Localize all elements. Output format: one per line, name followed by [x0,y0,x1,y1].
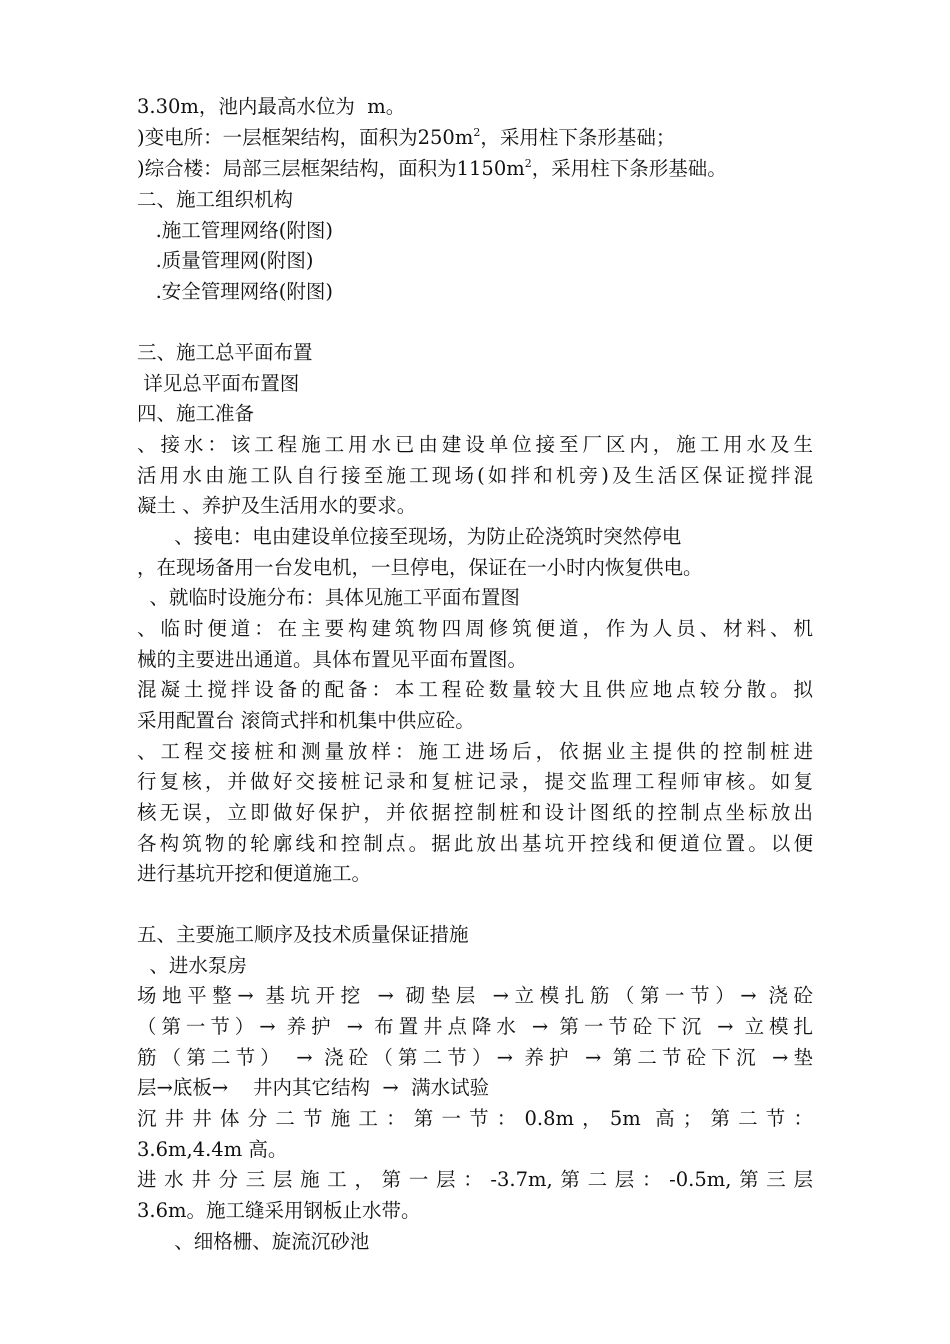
text-line-02 [137,123,675,153]
text-line-01: 3.30m，池内最高水位为 m。 [137,95,406,118]
text-line-30: 筋（第二节） → 浇砼（第二节）→ 养护 → 第二节砼下沉 →垫 [137,1046,813,1069]
text-line-13: 凝土 、养护及生活用水的要求。 [137,494,417,517]
section-heading-5: 五、主要施工顺序及技术质量保证措施 [137,923,469,946]
text-line-22: 行复核，并做好交接桩记录和复桩记录，提交监理工程师审核。如复 [137,770,813,793]
text-line-33: 3.6m,4.4m 高。 [137,1138,288,1161]
superscript-2: 2 [473,126,481,139]
text-line-07: .安全管理网络(附图) [137,280,334,303]
text-line-21: 、工程交接桩和测量放样：施工进场后，依据业主提供的控制桩进 [137,740,813,763]
section-heading-3: 三、施工总平面布置 [137,341,313,364]
text-line-20: 采用配置台 滚筒式拌和机集中供应砼。 [137,709,475,732]
text-line-36: 、细格栅、旋流沉砂池 [137,1230,370,1253]
text-line-19: 混凝土搅拌设备的配备：本工程砼数量较大且供应地点较分散。拟 [137,678,813,701]
text-line-24: 各构筑物的轮廓线和控制点。据此放出基坑开控线和便道位置。以便 [137,832,813,855]
text-line-15: ，在现场备用一台发电机，一旦停电，保证在一小时内恢复供电。 [137,556,703,579]
line-03-text-end: ，采用柱下条形基础。 [531,157,727,180]
text-line-29: （第一节）→ 养护 → 布置井点降水 → 第一节砼下沉 → 立模扎 [137,1015,813,1038]
section-heading-2: 二、施工组织机构 [137,188,294,211]
text-line-32: 沉井井体分二节施工：第一节：0.8m，5m 高；第二节： [137,1107,813,1130]
text-line-23: 核无误，立即做好保护，并依据控制桩和设计图纸的控制点坐标放出 [137,801,813,824]
superscript-2: 2 [524,157,532,170]
text-line-17: 、临时便道：在主要构建筑物四周修筑便道，作为人员、材料、机 [137,617,813,640]
text-line-28: 场地平整→ 基坑开挖 → 砌垫层 →立模扎筋（第一节）→ 浇砼 [137,984,813,1007]
text-line-05: .施工管理网络(附图) [137,219,334,242]
text-line-31: 层→底板→ 井内其它结构 → 满水试验 [137,1076,490,1099]
text-line-35: 3.6m。施工缝采用钢板止水带。 [137,1199,421,1222]
text-line-18: 械的主要进出通道。具体布置见平面布置图。 [137,648,528,671]
text-line-03 [137,154,727,184]
text-line-14: 、接电：电由建设单位接至现场，为防止砼浇筑时突然停电 [137,525,682,548]
text-line-06: .质量管理网(附图) [137,249,314,272]
text-line-11: 、接水：该工程施工用水已由建设单位接至厂区内，施工用水及生 [137,433,813,456]
section-heading-4: 四、施工准备 [137,402,255,425]
line-03-text: )综合楼：局部三层框架结构，面积为1150m [137,157,525,180]
text-line-09: 详见总平面布置图 [137,372,300,395]
text-line-12: 活用水由施工队自行接至施工现场(如拌和机旁)及生活区保证搅拌混 [137,464,813,487]
line-02-text-end: ，采用柱下条形基础； [480,126,676,149]
text-line-34: 进水井分三层施工，第一层：-3.7m,第二层：-0.5m,第三层 [137,1168,813,1191]
text-line-25: 进行基坑开挖和便道施工。 [137,862,372,885]
line-02-text: )变电所：一层框架结构，面积为250m [137,126,474,149]
text-line-16: 、就临时设施分布：具体见施工平面布置图 [137,586,520,609]
text-line-27: 、进水泵房 [137,954,247,977]
